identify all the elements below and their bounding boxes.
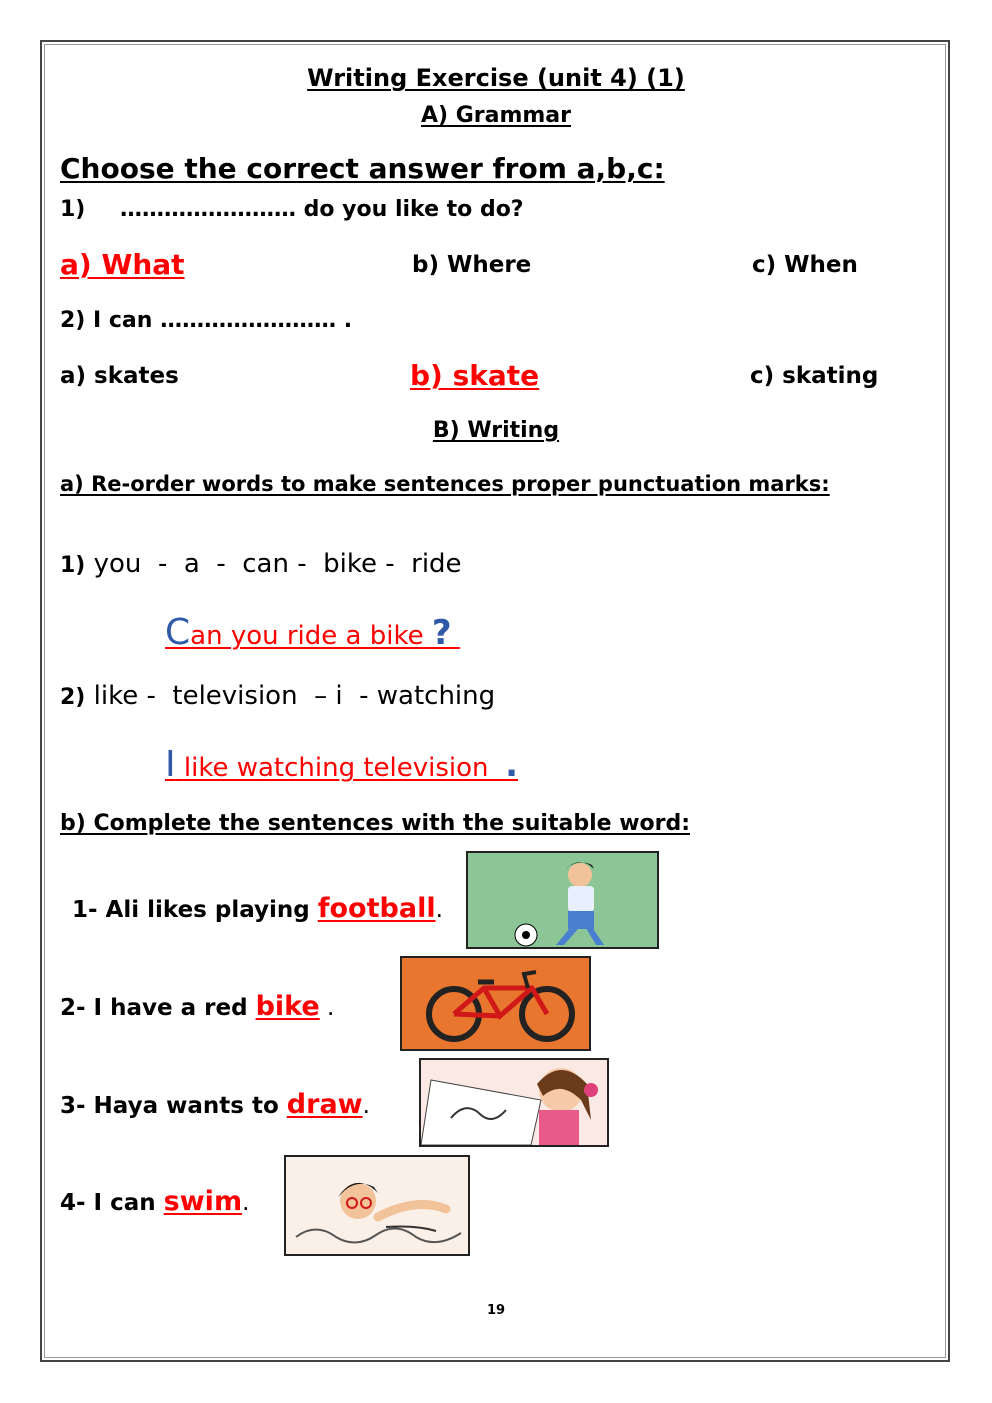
complete-item-2: 2- I have a red bike .	[60, 991, 335, 1022]
complete-instruction: b) Complete the sentences with the suitable word:	[60, 811, 691, 836]
question-1-number: 1)	[60, 197, 86, 222]
reorder-instruction: a) Re-order words to make sentences proper punctuation marks:	[60, 472, 830, 496]
q2-option-a: a) skates	[60, 363, 179, 389]
q1-option-b: b) Where	[412, 252, 532, 278]
swimming-girl-picture	[284, 1155, 470, 1256]
question-2-text: 2) I can …………………… .	[60, 308, 353, 333]
reorder-answer-1: Can you ride a bike ?	[165, 612, 452, 653]
reorder-item-2: 2) like - television – i - watching	[60, 681, 496, 711]
worksheet-title: Writing Exercise (unit 4) (1)	[307, 64, 685, 92]
football-boy-picture	[466, 851, 659, 949]
complete-item-4: 4- I can swim.	[60, 1186, 250, 1217]
question-1-text: …………………… do you like to do?	[120, 197, 524, 222]
page-number: 19	[486, 1303, 506, 1318]
q1-option-c: c) When	[752, 252, 858, 278]
complete-item-3: 3- Haya wants to draw.	[60, 1089, 370, 1120]
reorder-answer-2: I like watching television .	[165, 744, 518, 785]
red-bike-picture	[400, 956, 591, 1051]
drawing-girl-picture	[419, 1058, 609, 1147]
q1-option-a-answer: a) What	[60, 248, 185, 281]
reorder-item-1: 1) you - a - can - bike - ride	[60, 549, 462, 579]
section-b-heading: B) Writing	[432, 418, 560, 443]
q2-option-b-answer: b) skate	[410, 359, 540, 392]
complete-item-1: 1- Ali likes playing football.	[72, 893, 443, 924]
section-a-heading: A) Grammar	[420, 103, 572, 128]
grammar-instruction: Choose the correct answer from a,b,c:	[60, 152, 665, 185]
q2-option-c: c) skating	[750, 363, 879, 389]
